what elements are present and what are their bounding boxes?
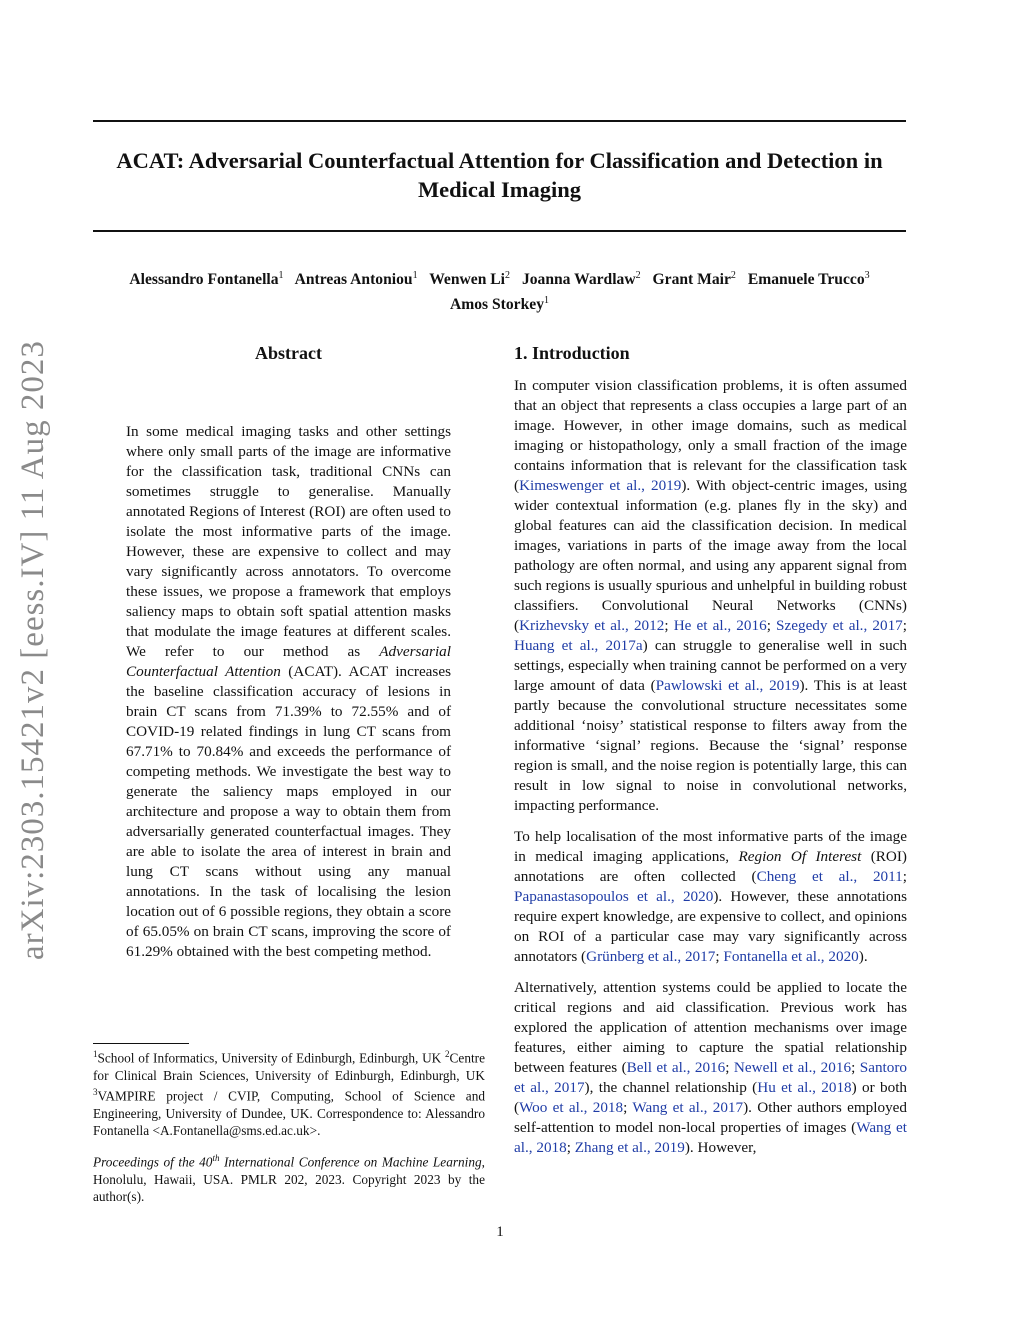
title-rule-top (93, 120, 906, 122)
author (748, 271, 870, 288)
footnote-text: Centre for Clinical Brain Sciences, University of Edinburgh, Edinburgh, UK (93, 1050, 485, 1083)
proceedings-note (93, 1150, 485, 1206)
citation-link[interactable]: Kimeswenger et al., 2019 (519, 477, 682, 494)
citation-link[interactable]: Wang et al., 2018 (514, 1119, 907, 1156)
title-rule-bottom (93, 230, 906, 232)
proceedings-text: International Conference on Machine Learning (219, 1154, 482, 1170)
author-affiliation: 1 (278, 270, 284, 281)
author-name: Wenwen Li (429, 271, 506, 289)
author (129, 271, 283, 288)
author (429, 271, 510, 288)
paragraph-text: (ROI) annotations are often collected ( (514, 848, 907, 885)
abstract-heading: Abstract (255, 343, 322, 363)
introduction-section (514, 340, 907, 1169)
arxiv-identifier-stamp: arXiv:2303.15421v2 [eess.IV] 11 Aug 2023 (15, 340, 51, 960)
author-name: Amos Storkey (450, 296, 544, 314)
citation-link[interactable]: Cheng et al., 2011 (756, 868, 903, 885)
proceedings-superscript: th (212, 1153, 220, 1163)
paper-title: ACAT: Adversarial Counterfactual Attention for Classification and Detection in Medical Imaging (116, 148, 883, 202)
author-name: Antreas Antoniou (294, 271, 413, 289)
footnote-marker: 2 (445, 1049, 450, 1059)
citation-link[interactable]: Pawlowski et al., 2019 (655, 677, 800, 694)
paragraph-text: ). (858, 948, 868, 965)
paragraph-text: In computer vision classification problems, it is often assumed that an object that represents a class occupies a large part of an image. However, in other image domains, such as medical imaging or histopathology, only a small fraction of the image contains information that is relevant for the classification task ( (514, 377, 907, 494)
citation-link[interactable]: He et al., 2016 (673, 617, 767, 634)
citation-link[interactable]: Hu et al., 2018 (757, 1079, 852, 1096)
footnote-divider (93, 1043, 189, 1044)
citation-link[interactable]: Woo et al., 2018 (519, 1099, 624, 1116)
method-name: Adversarial Counterfactual Attention (126, 643, 451, 680)
abstract-text-part: In some medical imaging tasks and other settings where only small parts of the image are informative for the classification task, traditional CNNs can sometimes struggle to generalise. Manually annotated Regions of Interest (ROI) are often used to isolate the most informative parts of the image. However, these are expensive to collect and may vary significantly across annotators. To overcome these issues, we propose a framework that employs saliency maps to obtain soft spatial attention masks that modulate the image features at different scales. We refer to our method as (126, 423, 451, 660)
paragraph-text: ). Other authors employed self-attention to model non-local properties of images ( (514, 1099, 907, 1136)
citation-link[interactable]: Papanastasopoulos et al., 2020 (514, 888, 714, 905)
intro-paragraph-1: In computer vision classification problems, it is often assumed that an object that represents a class occupies a large part of an image. However, in other image domains, such as medical imaging or histopathology, only a small fraction of the image contains information that is relevant for the classification task (Kimeswenger et al., 2019). With object-centric images, using wider contextual information (e.g. planes fly in the sky) and global features can aid the classification decision. In medical images, variations in parts of the image away from the local pathology are often normal, and using any apparent signal from such regions is usually spurious and unhelpful in building robust classifiers. Convolutional Neural Networks (CNNs) (Krizhevsky et al., 2012; He et al., 2016; Szegedy et al., 2017; Huang et al., 2017a) can struggle to generalise well in such settings, especially when training cannot be performed on a very large amount of data (Pawlowski et al., 2019). This is at least partly because the convolutional structure necessitates some additional ‘noisy’ statistical response to filters away from the informative ‘signal’ regions. Because the ‘signal’ response region is small, and the noise region is potentially large, this can result in low signal to noise in convolutional networks, impacting performance. (514, 377, 908, 814)
citation-link[interactable]: Newell et al., 2016 (733, 1059, 852, 1076)
author-affiliation: 3 (864, 270, 870, 281)
proceedings-text: , Honolulu, Hawaii, USA. PMLR 202, 2023. Copyright 2023 by the author(s). (93, 1154, 485, 1205)
introduction-heading: 1. Introduction (514, 343, 630, 363)
emphasized-term: Region Of Interest (738, 848, 862, 865)
citation-link[interactable]: Huang et al., 2017a (514, 637, 643, 654)
citation-link[interactable]: Krizhevsky et al., 2012 (519, 617, 665, 634)
footnote-marker: 3 (93, 1087, 98, 1098)
proceedings-text: Proceedings of the 40 (93, 1154, 213, 1170)
intro-paragraph-3: Alternatively, attention systems could be applied to locate the critical regions and aid classification. Previous work has explored the application of attention mechanisms over image features, either aiming to capture the spatial relationship between features (Bell et al., 2016; Newell et al., 2016; Santoro et al., 2017), the channel relationship (Hu et al., 2018) or both (Woo et al., 2018; Wang et al., 2017). Other authors employed self-attention to model non-local properties of images (Wang et al., 2018; Zhang et al., 2019). However, (514, 979, 908, 1156)
author-affiliation: 1 (412, 270, 418, 281)
author-name: Alessandro Fontanella (129, 271, 279, 289)
paragraph-text: To help localisation of the most informative parts of the image in medical imaging applications, (514, 828, 907, 865)
author (653, 271, 736, 288)
citation-link[interactable]: Wang et al., 2017 (632, 1099, 744, 1116)
abstract-text-part: (ACAT). ACAT increases the baseline classification accuracy of lesions in brain CT scans from 71.39% to 72.55% and of COVID-19 related findings in lung CT scans from 67.71% to 70.84% and exceeds the performance of competing methods. We investigate the best way to generate the saliency maps employed in our architecture and propose a way to obtain them from adversarially generated counterfactual images. They are able to isolate the area of interest in brain and lung CT scans without using any manual annotations. In the task of localising the lesion location out of 6 possible regions, they obtain a score of 65.05% on brain CT scans, improving the score of 61.29% obtained with the best competing method. (126, 663, 451, 960)
page-number: 1 (496, 1224, 504, 1240)
intro-paragraph-2: To help localisation of the most informative parts of the image in medical imaging applications, Region Of Interest (ROI) annotations are often collected (Cheng et al., 2011; Papanastasopoulos et al., 2020). However, these annotations require expert knowledge, are expensive to collect, and opinions on ROI of a particular case may vary significantly across annotators (Grünberg et al., 2017; Fontanella et al., 2020). (514, 828, 907, 965)
citation-link[interactable]: Bell et al., 2016 (626, 1059, 726, 1076)
citation-link[interactable]: Santoro et al., 2017 (514, 1059, 907, 1096)
author-name: Joanna Wardlaw (521, 271, 636, 289)
paragraph-text: ) or both ( (514, 1079, 908, 1116)
abstract-section (126, 340, 451, 962)
paragraph-text: ). This is at least partly because the convolutional structure necessitates some additional ‘noisy’ statistical response to filters away from the informative ‘signal’ regions. Because the ‘signal’ response region is small, and the noise region is potentially large, this can result in low signal to noise in convolutional networks, impacting performance. (514, 677, 907, 814)
author-affiliation: 2 (635, 270, 641, 281)
paragraph-text: ) can struggle to generalise well in such settings, especially when training cannot be performed on a very large amount of data ( (514, 637, 908, 694)
footnote-marker: 1 (93, 1049, 98, 1059)
author (450, 296, 549, 313)
paragraph-text: ). However, these annotations require expert knowledge, are expensive to collect, and opinions on ROI of a particular case may vary significantly across annotators ( (514, 888, 907, 965)
author-affiliation: 1 (544, 295, 549, 307)
footnote-text: School of Informatics, University of Edinburgh, Edinburgh, UK (97, 1050, 446, 1066)
paragraph-text: ). With object-centric images, using wider contextual information (e.g. planes fly in the sky) and global features can aid the classification decision. In medical images, variations in parts of the image away from the local pathology are often normal, and using any apparent signal from such regions is usually spurious and unhelpful in building robust classifiers. Convolutional Neural Networks (CNNs) ( (514, 477, 908, 634)
paragraph-text: ), the channel relationship ( (584, 1079, 758, 1096)
author-affiliation: 2 (505, 270, 511, 281)
author-affiliation: 2 (730, 270, 736, 281)
citation-link[interactable]: Zhang et al., 2019 (574, 1139, 685, 1156)
citation-link[interactable]: Fontanella et al., 2020 (723, 948, 859, 965)
abstract-text (126, 422, 451, 962)
citation-link[interactable]: Grünberg et al., 2017 (586, 948, 716, 965)
affiliation-footnote (93, 1046, 485, 1140)
author-name: Grant Mair (652, 271, 731, 289)
citation-link[interactable]: Szegedy et al., 2017 (776, 617, 903, 634)
author (522, 271, 641, 288)
footnote-text: VAMPIRE project / CVIP, Computing, School of Science and Engineering, University of Dundee, UK. Correspondence to: Alessandro Fontanella <A.Fontanella@sms.ed.ac.uk>. (93, 1088, 485, 1139)
paragraph-text: ). However, (684, 1139, 757, 1156)
author (295, 271, 418, 288)
author-list (93, 265, 906, 315)
author-name: Emanuele Trucco (747, 271, 865, 289)
paragraph-text: Alternatively, attention systems could be applied to locate the critical regions and aid classification. Previous work has explored the application of attention mechanisms over image features, either aiming to capture the spatial relationship between features ( (514, 979, 907, 1076)
